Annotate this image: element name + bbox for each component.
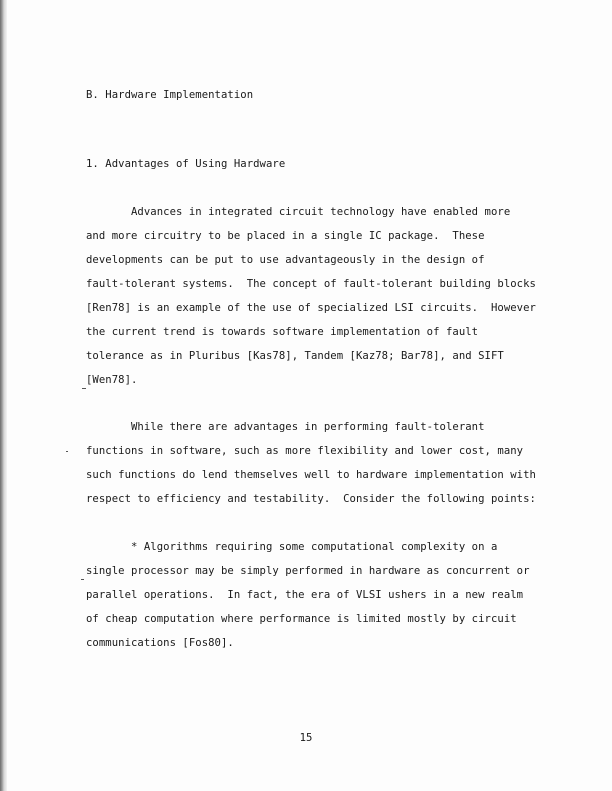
paragraph1-line: Advances in integrated circuit technology have enabled more — [131, 206, 511, 218]
scan-speck — [81, 579, 84, 580]
scan-speck — [82, 388, 86, 389]
section-heading: B. Hardware Implementation — [86, 89, 254, 101]
bullet-line: communications [Fos80]. — [86, 637, 234, 649]
bullet-line: parallel operations. In fact, the era of VLSI ushers in a new realm — [86, 589, 524, 601]
paragraph2-line: respect to efficiency and testability. Consider the following points: — [86, 493, 536, 505]
bullet-line: single processor may be simply performed in hardware as concurrent or — [86, 565, 530, 577]
paragraph1-line: fault-tolerant systems. The concept of fault-tolerant building blocks — [86, 278, 536, 290]
scan-speck — [66, 451, 68, 452]
paragraph2-line: functions in software, such as more flexibility and lower cost, many — [86, 445, 524, 457]
paragraph1-line: tolerance as in Pluribus [Kas78], Tandem [Kaz78; Bar78], and SIFT — [86, 350, 504, 362]
paragraph1-line: developments can be put to use advantageously in the design of — [86, 254, 485, 266]
paragraph2-line: such functions do lend themselves well to hardware implementation with — [86, 469, 536, 481]
paragraph1-line: the current trend is towards software implementation of fault — [86, 326, 479, 338]
bullet-line: of cheap computation where performance is limited mostly by circuit — [86, 613, 517, 625]
paragraph1-line: and more circuitry to be placed in a single IC package. These — [86, 230, 485, 242]
subsection-heading: 1. Advantages of Using Hardware — [86, 158, 286, 170]
paragraph2-line: While there are advantages in performing fault-tolerant — [131, 421, 485, 433]
page-number: 15 — [299, 732, 313, 744]
paragraph1-line: [Wen78]. — [86, 374, 138, 386]
paragraph1-line: [Ren78] is an example of the use of specialized LSI circuits. However — [86, 302, 536, 314]
bullet-line: * Algorithms requiring some computational complexity on a — [131, 541, 498, 553]
scan-shadow — [0, 0, 7, 791]
